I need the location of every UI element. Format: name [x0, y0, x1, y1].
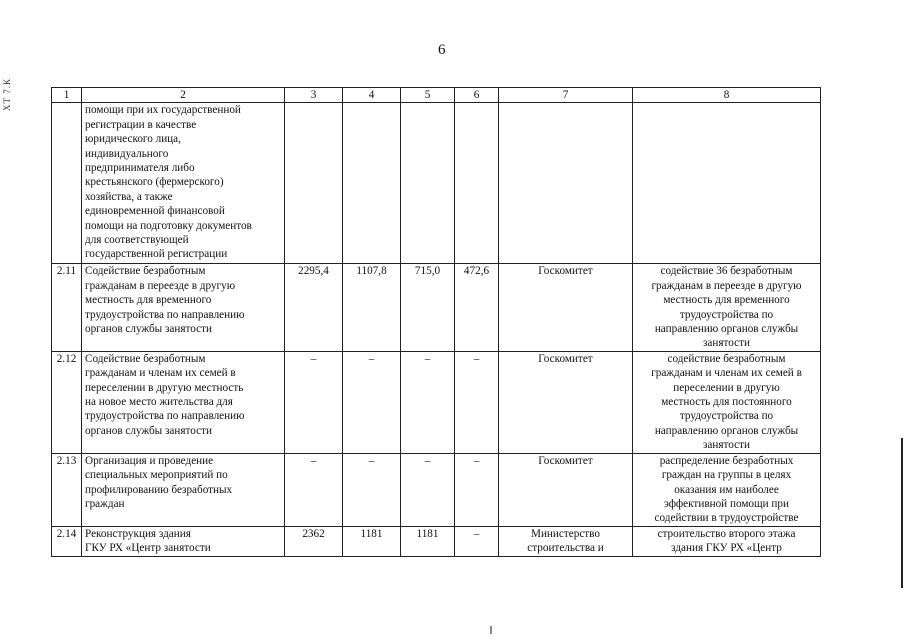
executor: Министерство строительства и — [499, 526, 633, 556]
activity-description: Реконструкция здания ГКУ РХ «Центр занятости — [82, 526, 285, 556]
header-col-4: 4 — [343, 88, 401, 103]
page-number: 6 — [438, 42, 446, 58]
expected-result: содействие 36 безработным гражданам в переезде в другую местность для временного трудоустройства по направлению органов службы занятости — [633, 264, 821, 351]
side-margin-mark: ХТ 7.К — [2, 78, 12, 111]
activity-description: Содействие безработным гражданам в переезде в другую местность для временного трудоустройства по направлению органов службы занятости — [82, 264, 285, 351]
scan-artifact-dot — [490, 626, 492, 634]
header-col-6: 6 — [455, 88, 499, 103]
funding-col-4: – — [343, 351, 401, 453]
table-row-2-12 — [52, 351, 821, 453]
header-col-5: 5 — [401, 88, 455, 103]
activity-description: помощи при их государственной регистрации в качестве юридического лица, индивидуального предпринимателя либо крестьянского (фермерского) хозяйства, а также единовременной финансовой помощи на подготовку документов для соответствующей государственной регистрации — [82, 103, 285, 264]
funding-total: – — [285, 351, 343, 453]
funding-col-4: 1107,8 — [343, 264, 401, 351]
executor: Госкомитет — [499, 453, 633, 526]
expected-result: содействие безработным гражданам и членам их семей в переселении в другую местность для постоянного трудоустройства по направлению органов службы занятости — [633, 351, 821, 453]
funding-col-6: – — [455, 351, 499, 453]
funding-col-6 — [455, 103, 499, 264]
header-col-3: 3 — [285, 88, 343, 103]
header-col-1: 1 — [52, 88, 82, 103]
funding-col-6: 472,6 — [455, 264, 499, 351]
funding-col-4 — [343, 103, 401, 264]
row-number: 2.13 — [52, 453, 82, 526]
executor — [499, 103, 633, 264]
funding-col-5: 1181 — [401, 526, 455, 556]
header-col-2: 2 — [82, 88, 285, 103]
funding-col-5: – — [401, 351, 455, 453]
funding-col-5: – — [401, 453, 455, 526]
row-number: 2.14 — [52, 526, 82, 556]
program-activities-table — [51, 87, 821, 557]
funding-col-4: 1181 — [343, 526, 401, 556]
expected-result: распределение безработных граждан на группы в целях оказания им наиболее эффективной помощи при содействии в трудоустройстве — [633, 453, 821, 526]
funding-col-4: – — [343, 453, 401, 526]
header-row — [52, 88, 821, 103]
funding-total: 2362 — [285, 526, 343, 556]
row-number: 2.12 — [52, 351, 82, 453]
executor: Госкомитет — [499, 351, 633, 453]
row-number — [52, 103, 82, 264]
header-col-7: 7 — [499, 88, 633, 103]
table-row-continuation — [52, 103, 821, 264]
scan-artifact-line — [901, 438, 903, 588]
funding-total: – — [285, 453, 343, 526]
funding-col-5 — [401, 103, 455, 264]
table-row-2-13 — [52, 453, 821, 526]
funding-col-6: – — [455, 453, 499, 526]
table-row-2-11 — [52, 264, 821, 351]
funding-col-6: – — [455, 526, 499, 556]
row-number: 2.11 — [52, 264, 82, 351]
funding-total — [285, 103, 343, 264]
expected-result — [633, 103, 821, 264]
header-col-8: 8 — [633, 88, 821, 103]
executor: Госкомитет — [499, 264, 633, 351]
activity-description: Содействие безработным гражданам и членам их семей в переселении в другую местность на новое место жительства для трудоустройства по направлению органов службы занятости — [82, 351, 285, 453]
expected-result: строительство второго этажа здания ГКУ РХ «Центр — [633, 526, 821, 556]
activity-description: Организация и проведение специальных мероприятий по профилированию безработных граждан — [82, 453, 285, 526]
table-row-2-14 — [52, 526, 821, 556]
funding-col-5: 715,0 — [401, 264, 455, 351]
funding-total: 2295,4 — [285, 264, 343, 351]
